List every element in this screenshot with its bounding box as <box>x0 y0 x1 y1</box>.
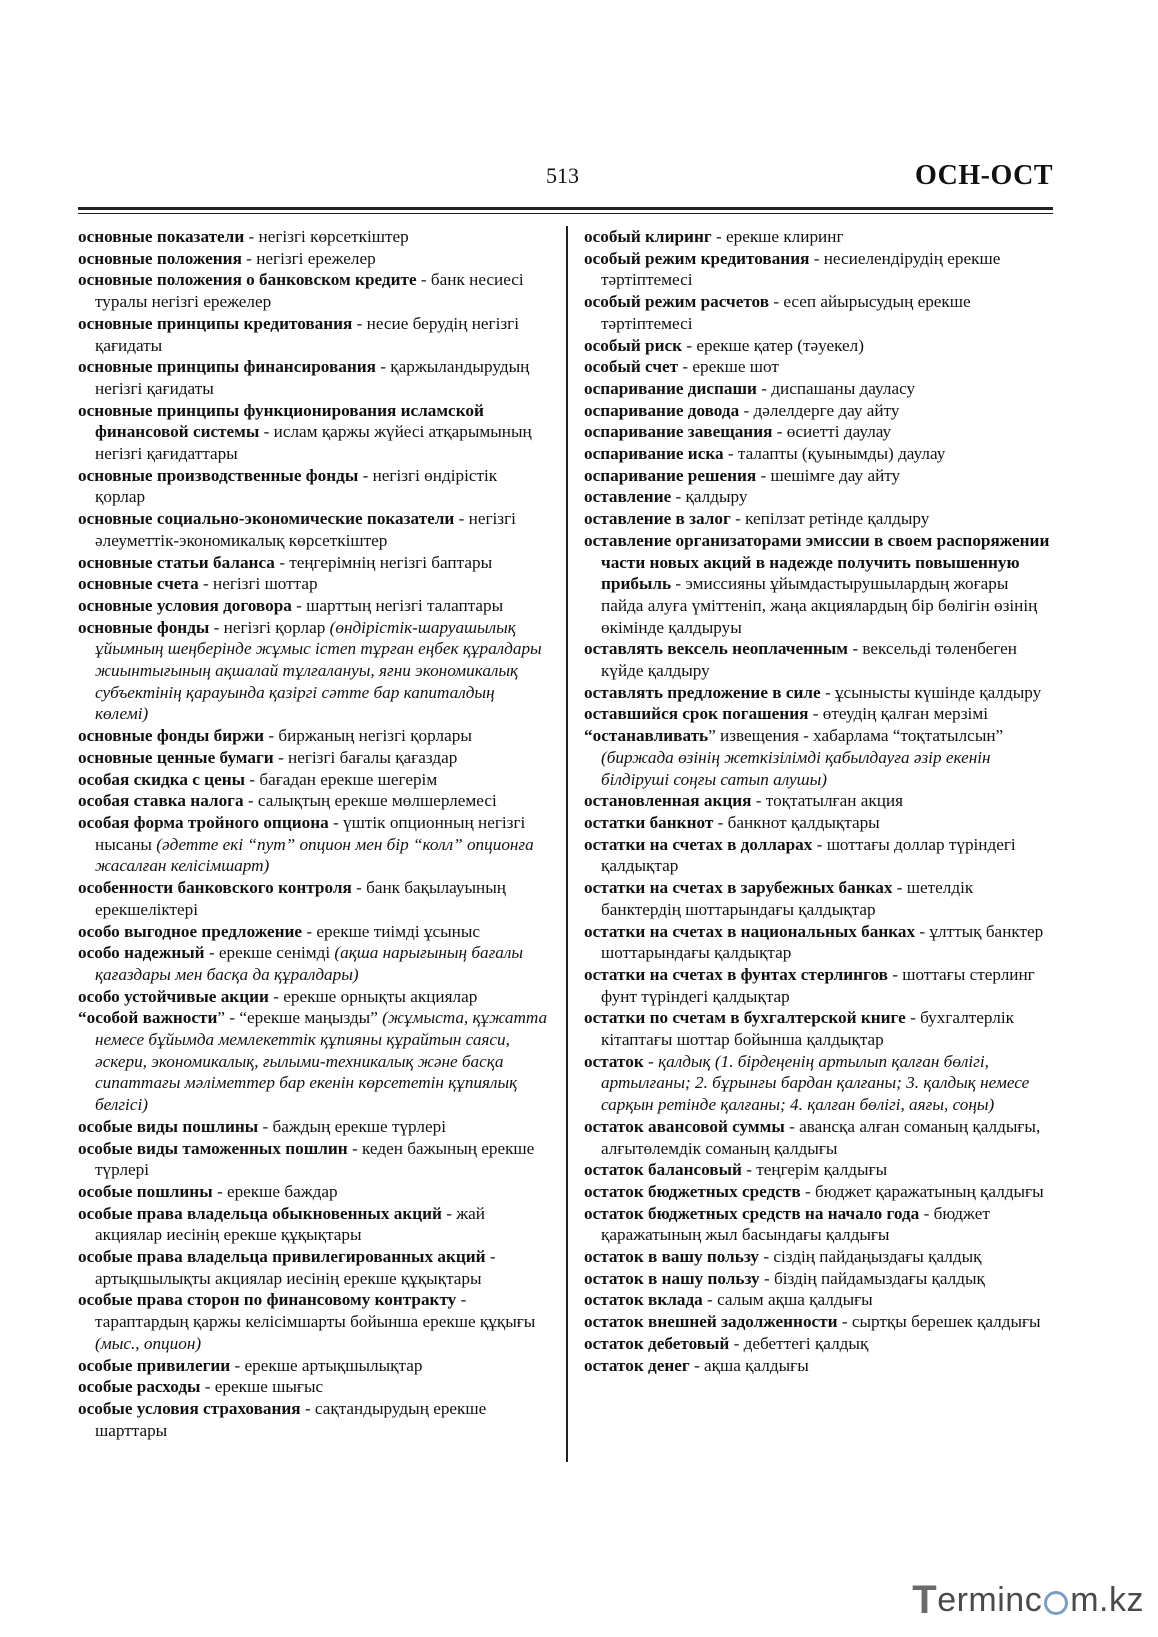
entry-term: основные ценные бумаги <box>78 747 274 767</box>
dictionary-entry <box>584 725 1054 790</box>
entry-term: основные положения о банковском кредите <box>78 270 417 290</box>
dictionary-entry <box>584 1007 1054 1050</box>
entry-translation: - негізгі әлеуметтік-экономикалық көрсеткіштер <box>95 509 516 550</box>
entry-translation: - негізгі қорлар <box>209 617 330 637</box>
entry-explanation: (мыс., опцион) <box>95 1333 202 1353</box>
page-number: 513 <box>546 163 579 188</box>
entry-explanation: (жұмыста, құжатта немесе бұйымда мемлекеттік құпияны құрайтын саяси, әскери, экономикалық, ғылыми-техникалық және басқа сипаттағы мәліметтер бар екенін көрсететін құпиялық белгісі) <box>95 1008 548 1115</box>
entry-term: остаток дебетовый <box>584 1333 730 1353</box>
entry-translation: - бухгалтерлік кітаптағы шоттар бойынша қалдықтар <box>601 1008 1014 1050</box>
dictionary-entry <box>584 400 1054 422</box>
dictionary-entry <box>584 335 1054 357</box>
dictionary-entry <box>584 682 1054 704</box>
entry-term: оставлять предложение в силе <box>584 682 821 702</box>
entry-term: остатки по счетам в бухгалтерской книге <box>584 1008 906 1028</box>
dictionary-entry <box>78 595 548 617</box>
dictionary-entry <box>584 964 1054 1007</box>
dictionary-entry <box>78 769 548 791</box>
watermark-text: erminc <box>937 1581 1043 1619</box>
dictionary-entry <box>78 1116 548 1138</box>
entry-term: особо выгодное предложение <box>78 921 303 941</box>
dictionary-entry <box>584 530 1054 639</box>
entry-term: основные счета <box>78 574 199 594</box>
dictionary-entry <box>584 226 1054 248</box>
entry-term: особый счет <box>584 357 679 377</box>
header-rule-thin <box>78 213 1053 214</box>
left-column <box>78 226 548 1441</box>
entry-translation: - негізгі көрсеткіштер <box>244 227 409 246</box>
entry-translation: - артықшылықты акциялар иесінің ерекше құқықтары <box>95 1247 496 1288</box>
entry-term: особые привилегии <box>78 1355 231 1375</box>
dictionary-entry <box>78 226 548 248</box>
entry-translation: - банк несиесі туралы негізгі ережелер <box>95 270 524 312</box>
entry-translation: ” - “ерекше маңызды” <box>217 1008 383 1028</box>
dictionary-entry <box>78 248 548 270</box>
dictionary-entry <box>584 378 1054 400</box>
entry-translation: - ерекше клиринг <box>711 227 844 246</box>
entry-translation: - салықтың ерекше мөлшерлемесі <box>243 791 497 811</box>
dictionary-entry <box>584 1333 1054 1355</box>
entry-translation: - тоқтатылған акция <box>751 791 904 811</box>
dictionary-entry <box>78 1138 548 1181</box>
entry-term: основные социально-экономические показатели <box>78 509 455 529</box>
dictionary-entry <box>584 443 1054 465</box>
entry-translation: - шетелдік банктердің шоттарындағы қалдықтар <box>601 878 974 919</box>
dictionary-entry <box>584 1246 1054 1268</box>
dictionary-entry <box>584 1268 1054 1290</box>
entry-term: остановленная акция <box>584 791 752 811</box>
entry-translation: - ақша қалдығы <box>689 1355 809 1375</box>
dictionary-entry <box>584 1159 1054 1181</box>
entry-term: особый риск <box>584 335 683 355</box>
entry-translation: - кепілзат ретінде қалдыру <box>730 509 930 529</box>
entry-term: оставшийся срок погашения <box>584 704 809 724</box>
entry-term: оставление <box>584 487 672 507</box>
entry-translation: - биржаның негізгі қорлары <box>264 726 472 746</box>
entry-term: остаток внешней задолженности <box>584 1312 838 1332</box>
entry-term: особый режим кредитования <box>584 248 810 268</box>
dictionary-entry <box>78 1246 548 1289</box>
entry-translation: - дәлелдерге дау айту <box>739 400 900 420</box>
entry-translation: - сыртқы берешек қалдығы <box>837 1312 1041 1332</box>
entry-term: остатки на счетах в зарубежных банках <box>584 878 893 898</box>
dictionary-entry <box>584 291 1054 334</box>
entry-term: особая скидка с цены <box>78 769 246 789</box>
entry-term: основные фонды биржи <box>78 726 265 746</box>
entry-translation: - жай акциялар иесінің ерекше құқықтары <box>95 1203 485 1245</box>
dictionary-entry <box>78 617 548 726</box>
dictionary-entry <box>584 421 1054 443</box>
entry-translation: - банкнот қалдықтары <box>713 812 880 832</box>
entry-translation: - теңгерім қалдығы <box>741 1160 888 1180</box>
entry-translation: - <box>643 1051 659 1071</box>
entry-translation: - баждың ерекше түрлері <box>258 1116 446 1136</box>
entry-term: оставление в залог <box>584 509 731 529</box>
dictionary-entry <box>584 465 1054 487</box>
entry-term: остаток в вашу пользу <box>584 1247 760 1267</box>
dictionary-entry <box>584 877 1054 920</box>
entry-term: особые виды таможенных пошлин <box>78 1138 348 1158</box>
dictionary-entry <box>78 356 548 399</box>
entry-term: оспаривание диспаши <box>584 378 757 398</box>
entry-translation: - сіздің пайдаңыздағы қалдық <box>759 1247 982 1267</box>
entry-term: остаток бюджетных средств <box>584 1181 801 1201</box>
entry-term: особые виды пошлины <box>78 1116 259 1136</box>
dictionary-entry <box>584 834 1054 877</box>
entry-translation: - бюджет қаражатының қалдығы <box>800 1181 1044 1201</box>
dictionary-entry <box>584 638 1054 681</box>
right-column <box>584 226 1054 1376</box>
entry-term: остаток вклада <box>584 1290 703 1310</box>
entry-term: особые пошлины <box>78 1181 213 1201</box>
dictionary-entry <box>78 1376 548 1398</box>
entry-term: особо устойчивые акции <box>78 986 269 1006</box>
dictionary-entry <box>584 812 1054 834</box>
dictionary-entry <box>78 921 548 943</box>
dictionary-entry <box>78 942 548 985</box>
dictionary-entry <box>78 1355 548 1377</box>
entry-translation: - шешімге дау айту <box>756 465 901 485</box>
entry-translation: - біздің пайдамыздағы қалдық <box>759 1268 985 1288</box>
entry-translation: - өтеудің қалған мерзімі <box>808 704 988 724</box>
dictionary-entry <box>78 400 548 465</box>
entry-translation: - шоттағы доллар түріндегі қалдықтар <box>601 834 1016 876</box>
entry-translation: - авансқа алған соманың қалдығы, алғытөлемдік соманың қалдығы <box>601 1116 1041 1158</box>
dictionary-entry <box>584 486 1054 508</box>
dictionary-entry <box>584 1116 1054 1159</box>
entry-translation: - ерекше сенімді <box>204 943 335 963</box>
entry-translation: - ұсынысты күшінде қалдыру <box>820 682 1042 702</box>
entry-term: особые права сторон по финансовому контракту <box>78 1290 457 1310</box>
entry-translation: - есеп айырысудың ерекше тәртіптемесі <box>601 292 971 333</box>
watermark-suffix: m.kz <box>1070 1581 1144 1619</box>
dictionary-entry <box>78 269 548 312</box>
entry-translation: - тараптардың қаржы келісімшарты бойынша ерекше құқығы <box>95 1290 536 1332</box>
entry-translation: ” извещения - хабарлама “тоқтатылсын” <box>708 726 1004 746</box>
dictionary-entry <box>584 356 1054 378</box>
entry-translation: - салым ақша қалдығы <box>702 1290 873 1310</box>
entry-term: основные фонды <box>78 617 210 637</box>
entry-term: особенности банковского контроля <box>78 878 352 898</box>
entry-translation: - теңгерімнің негізгі баптары <box>274 552 493 572</box>
entry-term: особые права владельца привилегированных акций <box>78 1247 486 1267</box>
entry-explanation: қалдық (1. бірдеңенің артылып қалған бөлігі, артылғаны; 2. бұрынғы бардан қалғаны; 3. қалдық немесе сарқын ретінде қалғаны; 4. қалған бөлігі, аяғы, соңы) <box>601 1051 1030 1115</box>
entry-term: особый клиринг <box>584 227 712 246</box>
dictionary-entry <box>78 725 548 747</box>
dictionary-entry <box>78 1203 548 1246</box>
entry-translation: - негізгі шоттар <box>198 574 318 594</box>
entry-term: остаток <box>584 1051 644 1071</box>
entry-translation: - несие берудің негізгі қағидаты <box>95 313 519 355</box>
entry-term: особо надежный <box>78 943 205 963</box>
entry-term: оспаривание иска <box>584 444 724 464</box>
dictionary-entry <box>78 313 548 356</box>
dictionary-entry <box>584 921 1054 964</box>
dictionary-entry <box>584 248 1054 291</box>
entry-translation: - негізгі өндірістік қорлар <box>95 465 498 507</box>
entry-translation: - ерекше орнықты акциялар <box>268 986 478 1006</box>
entry-translation: - банк бақылауының ерекшеліктері <box>95 878 506 919</box>
entry-term: особые условия страхования <box>78 1398 301 1418</box>
entry-term: основные принципы финансирования <box>78 357 376 377</box>
entry-term: основные принципы кредитования <box>78 313 353 333</box>
entry-translation: - шарттың негізгі талаптары <box>291 595 504 615</box>
entry-explanation: (әдетте екі “пут” опцион мен бір “колл” опционға жасалған келісімшарт) <box>95 834 534 876</box>
entry-term: особая форма тройного опциона <box>78 812 329 832</box>
dictionary-entry <box>78 573 548 595</box>
entry-term: “останавливать <box>584 726 709 746</box>
entry-term: остаток авансовой суммы <box>584 1116 785 1136</box>
entry-translation: - ерекше тиімді ұсыныс <box>302 921 481 941</box>
dictionary-entry <box>78 747 548 769</box>
dictionary-entry <box>78 812 548 877</box>
dictionary-entry <box>78 552 548 574</box>
entry-term: оспаривание решения <box>584 465 757 485</box>
entry-translation: - диспашаны дауласу <box>756 378 916 398</box>
entry-translation: - ислам қаржы жүйесі атқарымының негізгі қағидаттары <box>95 422 532 464</box>
dictionary-entry <box>584 1289 1054 1311</box>
entry-term: остатки на счетах в фунтах стерлингов <box>584 964 888 984</box>
entry-term: основные производственные фонды <box>78 465 359 485</box>
entry-explanation: (биржада өзінің жеткізілімді қабылдауға әзір екенін білдіруші соңғы сатып алушы) <box>601 747 991 789</box>
entry-translation: - бюджет қаражатының жыл басындағы қалдығы <box>601 1203 990 1245</box>
entry-translation: - кеден бажының ерекше түрлері <box>95 1138 535 1180</box>
dictionary-entry <box>584 508 1054 530</box>
dictionary-entry <box>78 465 548 508</box>
dictionary-entry <box>78 1289 548 1354</box>
entry-translation: - ұлттық банктер шоттарындағы қалдықтар <box>601 921 1044 963</box>
column-divider <box>566 226 568 1462</box>
entry-term: основные принципы функционирования исламской финансовой системы <box>78 400 484 442</box>
dictionary-entry <box>584 1181 1054 1203</box>
entry-term: “особой важности <box>78 1008 218 1028</box>
entry-translation: - талапты (қуынымды) даулау <box>723 444 946 464</box>
entry-term: особые расходы <box>78 1377 201 1397</box>
dictionary-entry <box>584 1311 1054 1333</box>
entry-term: особая ставка налога <box>78 791 244 811</box>
entry-term: остатки банкнот <box>584 812 714 832</box>
entry-translation: - үштік опционның негізгі нысаны <box>95 812 526 854</box>
dictionary-entry <box>78 1398 548 1441</box>
dictionary-entry <box>78 1181 548 1203</box>
entry-term: оставлять вексель неоплаченным <box>584 639 849 659</box>
entry-translation: - вексельді төленбеген күйде қалдыру <box>601 639 1017 681</box>
globe-icon <box>1044 1591 1068 1615</box>
entry-explanation: (өндірістік-шаруашылық ұйымның шеңберінде жұмыс істеп тұрған еңбек құралдары жиынтығының ақшалай тұлғалануы, яғни экономикалық субъектінің қарауында қазіргі сәтте бар капиталдың көлемі) <box>95 617 542 724</box>
entry-translation: - несиелендірудің ерекше тәртіптемесі <box>601 248 1001 290</box>
entry-translation: - бағадан ерекше шегерім <box>245 769 438 789</box>
entry-translation: - өсиетті даулау <box>772 422 892 442</box>
entry-explanation: (ақша нарығының бағалы қағаздары мен басқа да құралдары) <box>95 943 524 984</box>
entry-term: оспаривание завещания <box>584 422 773 442</box>
entry-translation: - ерекше шығыс <box>200 1377 324 1397</box>
entry-translation: - дебеттегі қалдық <box>729 1333 869 1353</box>
entry-translation: - ерекше артықшылықтар <box>230 1355 423 1375</box>
dictionary-entry <box>78 790 548 812</box>
entry-term: остатки на счетах в национальных банках <box>584 921 916 941</box>
entry-term: остаток балансовый <box>584 1160 742 1180</box>
entry-translation: - эмиссияны ұйымдастырушылардың жоғары пайда алуға үміттеніп, жаңа акциялардың бір бөлігін өзінің өкімінде қалдыруы <box>601 574 1038 637</box>
entry-term: основные статьи баланса <box>78 552 275 572</box>
dictionary-entry <box>584 703 1054 725</box>
entry-term: оспаривание довода <box>584 400 740 420</box>
entry-term: остаток бюджетных средств на начало года <box>584 1203 920 1223</box>
entry-term: остаток в нашу пользу <box>584 1268 760 1288</box>
entry-translation: - ерекше баждар <box>212 1181 338 1201</box>
entry-term: остатки на счетах в долларах <box>584 834 813 854</box>
entry-term: особые права владельца обыкновенных акций <box>78 1203 442 1223</box>
entry-term: основные положения <box>78 248 242 268</box>
entry-term: оставление организаторами эмиссии в своем распоряжении части новых акций в надежде получить повышенную прибыль <box>584 530 1050 594</box>
entry-translation: - негізгі ережелер <box>241 248 376 268</box>
entry-translation: - ерекше шот <box>678 357 779 377</box>
entry-term: особый режим расчетов <box>584 292 770 312</box>
entry-translation: - негізгі бағалы қағаздар <box>273 747 458 767</box>
entry-term: основные показатели <box>78 227 245 246</box>
entry-term: основные условия договора <box>78 595 292 615</box>
entry-term: остаток денег <box>584 1355 690 1375</box>
watermark-letter-t: T <box>912 1578 938 1622</box>
dictionary-entry <box>78 1007 548 1116</box>
dictionary-entry <box>584 1355 1054 1377</box>
section-title: ОСН-ОСТ <box>915 160 1053 191</box>
dictionary-entry <box>78 877 548 920</box>
dictionary-entry <box>584 1203 1054 1246</box>
entry-translation: - қалдыру <box>671 487 748 507</box>
entry-translation: - қаржыландырудың негізгі қағидаты <box>95 357 530 398</box>
entry-translation: - шоттағы стерлинг фунт түріндегі қалдықтар <box>601 964 1035 1006</box>
header-rule-thick <box>78 207 1053 210</box>
dictionary-entry <box>584 790 1054 812</box>
dictionary-entry <box>78 508 548 551</box>
dictionary-entry <box>78 986 548 1008</box>
entry-translation: - ерекше қатер (тәуекел) <box>682 335 864 355</box>
entry-translation: - сақтандырудың ерекше шарттары <box>95 1398 487 1440</box>
dictionary-entry <box>584 1051 1054 1116</box>
watermark-logo <box>912 1578 1144 1623</box>
